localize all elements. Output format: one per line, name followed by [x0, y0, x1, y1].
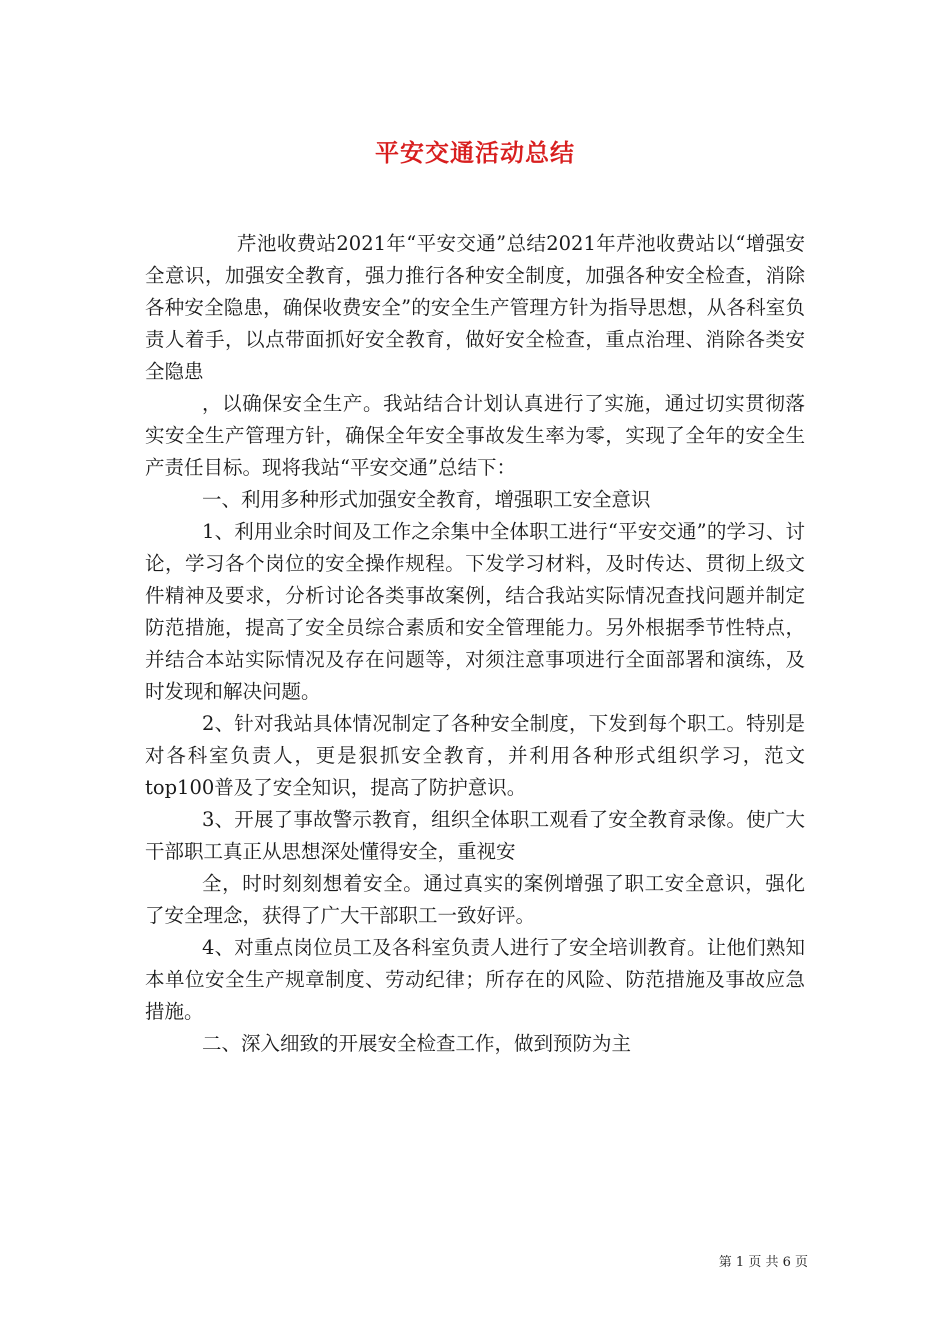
paragraph-item-4: 4、对重点岗位员工及各科室负责人进行了安全培训教育。让他们熟知本单位安全生产规章制度、劳动纪律；所存在的风险、防范措施及事故应急措施。 [145, 936, 805, 1023]
document-body [145, 228, 805, 1060]
paragraph-item-2: 2、针对我站具体情况制定了各种安全制度，下发到每个职工。特别是对各科室负责人，更是狠抓安全教育，并利用各种形式组织学习，范文top100普及了安全知识，提高了防护意识。 [145, 712, 805, 799]
section-heading-2: 二、深入细致的开展安全检查工作，做到预防为主 [202, 1032, 632, 1055]
document-title: 平安交通活动总结 [375, 138, 575, 167]
paragraph-intro: 芹池收费站2021年“平安交通”总结2021年芹池收费站以“增强安全意识，加强安全教育，强力推行各种安全制度，加强各种安全检查，消除各种安全隐患，确保收费安全”的安全生产管理方针为指导思想，从各科室负责人着手，以点带面抓好安全教育，做好安全检查，重点治理、消除各类安全隐患 [145, 232, 805, 383]
paragraph-item-3-continued: 全，时时刻刻想着安全。通过真实的案例增强了职工安全意识，强化了安全理念，获得了广大干部职工一致好评。 [145, 872, 805, 927]
paragraph-continuation: ，以确保安全生产。我站结合计划认真进行了实施，通过切实贯彻落实安全生产管理方针，确保全年安全事故发生率为零，实现了全年的安全生产责任目标。现将我站“平安交通”总结下： [145, 392, 805, 479]
paragraph-item-3: 3、开展了事故警示教育，组织全体职工观看了安全教育录像。使广大干部职工真正从思想深处懂得安全，重视安 [145, 808, 805, 863]
paragraph-item-1: 1、利用业余时间及工作之余集中全体职工进行“平安交通”的学习、讨论，学习各个岗位的安全操作规程。下发学习材料，及时传达、贯彻上级文件精神及要求，分析讨论各类事故案例，结合我站实际情况查找问题并制定防范措施，提高了安全员综合素质和安全管理能力。另外根据季节性特点，并结合本站实际情况及存在问题等，对须注意事项进行全面部署和演练，及时发现和解决问题。 [145, 520, 805, 703]
section-heading-1: 一、利用多种形式加强安全教育，增强职工安全意识 [202, 488, 651, 511]
page-number-footer: 第 1 页 共 6 页 [718, 1255, 808, 1270]
